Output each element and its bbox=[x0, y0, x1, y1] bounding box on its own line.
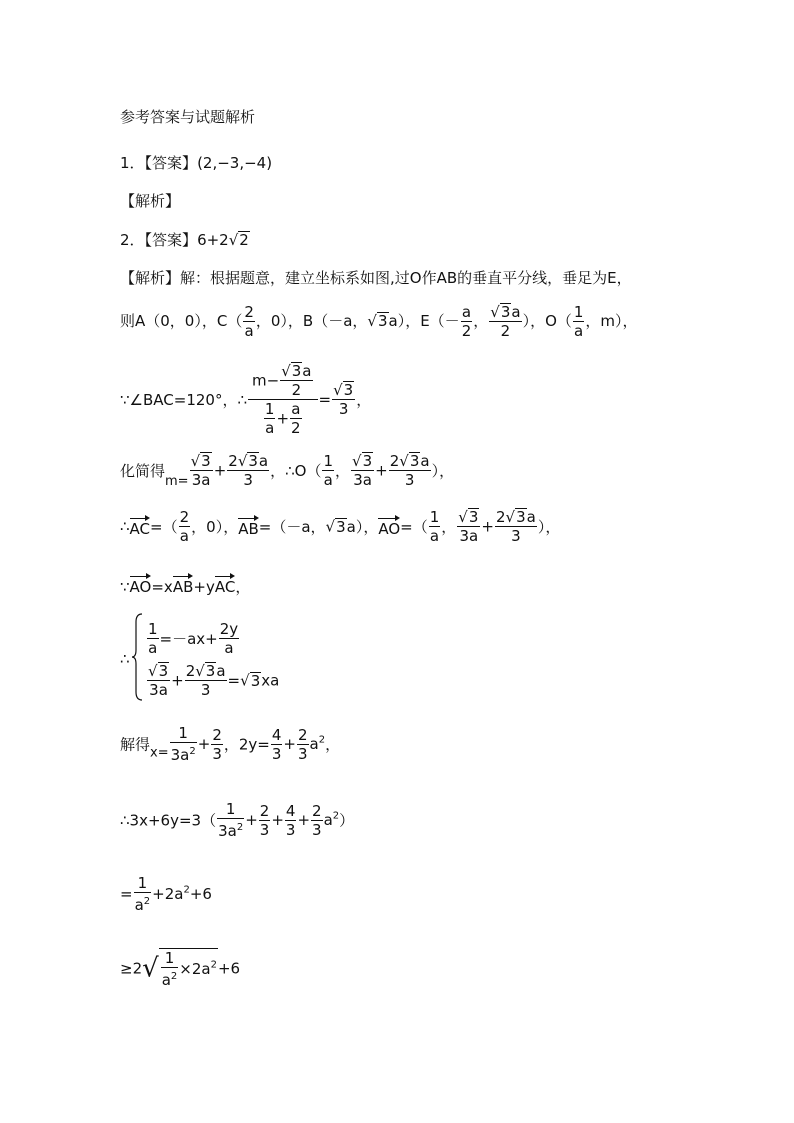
r1-mid: =－ax+ bbox=[159, 630, 218, 648]
ge-line bbox=[120, 948, 240, 989]
ab-rad: 3 bbox=[336, 518, 346, 536]
q2-answer-radicand: 2 bbox=[239, 231, 249, 249]
so-f2-num: √3 bbox=[352, 452, 373, 470]
sqrt-symbol: √ bbox=[228, 231, 239, 249]
q1-number: 1． bbox=[120, 154, 145, 172]
sv-f2-num: 2 bbox=[212, 725, 222, 744]
sm-f4-den: 3 bbox=[312, 820, 322, 839]
e2-radicand: 3 bbox=[500, 303, 511, 321]
sv-f4 bbox=[297, 726, 309, 763]
ab-tail: a）， bbox=[346, 518, 379, 536]
ao-f3-den: 3 bbox=[511, 527, 521, 545]
s-f2-num: 2√3a bbox=[228, 452, 269, 470]
sum-tail: ） bbox=[339, 811, 355, 830]
so-f1-den: a bbox=[323, 471, 333, 489]
eq-den bbox=[134, 893, 152, 914]
s-f2-den: 3 bbox=[243, 471, 253, 489]
comma: ， bbox=[441, 518, 457, 536]
q2-number: 2． bbox=[120, 231, 145, 249]
system-brace bbox=[132, 612, 144, 702]
so-f2 bbox=[351, 452, 374, 489]
so-f1-num: 1 bbox=[323, 452, 334, 470]
vector-ao: AO bbox=[130, 573, 152, 596]
ge-den-text: a bbox=[161, 971, 171, 989]
since-plus-y: +y bbox=[193, 578, 215, 596]
ge-times: ×2a bbox=[179, 960, 211, 978]
e1-fraction bbox=[461, 303, 473, 340]
b-radicand: 3 bbox=[377, 312, 388, 330]
s-f1-num: √3 bbox=[190, 452, 211, 470]
sqrt-symbol: √ bbox=[367, 312, 377, 330]
plus: + bbox=[213, 461, 227, 480]
ao-f1-den: a bbox=[429, 527, 440, 545]
r2a-num: √3 bbox=[148, 662, 169, 680]
exponent: 2 bbox=[318, 734, 326, 746]
c-den: a bbox=[244, 322, 254, 340]
o-tail: ，m）， bbox=[585, 312, 638, 330]
eq-tail: +2a bbox=[152, 885, 184, 903]
plus: + bbox=[481, 517, 494, 536]
rhs-den: 3 bbox=[338, 400, 349, 418]
so-f3-a: a bbox=[420, 452, 430, 470]
vector-ac: AC bbox=[130, 515, 150, 538]
comma: ， bbox=[473, 312, 489, 330]
q2-answer-line bbox=[120, 229, 250, 250]
ge-den bbox=[161, 968, 179, 989]
eq-den-text: a bbox=[134, 896, 144, 914]
so-f3-num: 2√3a bbox=[389, 452, 430, 470]
top-a: a bbox=[302, 362, 312, 380]
plus: + bbox=[271, 811, 284, 829]
plus: + bbox=[297, 811, 311, 829]
top-fraction bbox=[280, 362, 312, 399]
top-num: √3a bbox=[281, 362, 312, 380]
r1b-num: 2y bbox=[219, 620, 239, 638]
r1-den: a bbox=[148, 639, 158, 657]
e2-den: 2 bbox=[500, 322, 511, 340]
angle-prefix: ∵∠BAC=120°，∴ bbox=[120, 391, 247, 409]
sm-f2-num: 2 bbox=[259, 801, 270, 820]
ge-fraction bbox=[161, 949, 179, 989]
e1-num: a bbox=[461, 303, 472, 321]
r2-rad: 3 bbox=[250, 672, 261, 690]
sm-f4 bbox=[311, 802, 323, 839]
so-f3-coef: 2 bbox=[389, 452, 400, 470]
exponent: 2 bbox=[236, 822, 244, 833]
c-tail: ，0），B（－a， bbox=[255, 312, 368, 330]
bot2-num: a bbox=[291, 400, 301, 418]
plus: + bbox=[375, 461, 388, 480]
ac-den: a bbox=[179, 527, 189, 545]
plus: + bbox=[245, 811, 258, 829]
e1-den: 2 bbox=[461, 322, 472, 340]
o-den: a bbox=[574, 322, 584, 340]
sv-f1-den-text: 3a bbox=[170, 746, 190, 764]
angle-line bbox=[120, 362, 371, 437]
s-f2-rad: 3 bbox=[248, 452, 258, 470]
ao-f2-den: 3a bbox=[459, 527, 479, 545]
r2a-fraction bbox=[147, 662, 170, 699]
vector-ac: AC bbox=[215, 573, 235, 596]
system-therefore: ∴ bbox=[120, 650, 130, 668]
r2b-den: 3 bbox=[200, 681, 211, 699]
plus: + bbox=[283, 735, 296, 753]
vector-ao: AO bbox=[378, 515, 400, 538]
plus: + bbox=[197, 735, 211, 753]
sum-line bbox=[120, 800, 354, 840]
vectors-line bbox=[120, 508, 560, 545]
eq-num: 1 bbox=[134, 874, 152, 893]
r2b-rad: 3 bbox=[205, 662, 216, 680]
c-num: 2 bbox=[244, 303, 254, 321]
sv-f1-den bbox=[170, 743, 197, 764]
sv-f4-den: 3 bbox=[297, 744, 308, 763]
r1-fraction bbox=[147, 620, 159, 657]
s-f1-den: 3a bbox=[191, 471, 211, 489]
s-f1-rad: 3 bbox=[201, 452, 211, 470]
ao-f2 bbox=[457, 508, 480, 545]
since-line bbox=[120, 573, 250, 597]
so-f2-den: 3a bbox=[353, 471, 372, 489]
ao-f1-num: 1 bbox=[429, 508, 440, 526]
solve-tail: ， bbox=[325, 735, 341, 754]
simplify-mid: ，∴O（ bbox=[270, 462, 322, 480]
sm-f1-den-text: 3a bbox=[218, 822, 237, 840]
equals: = bbox=[318, 390, 332, 409]
sqrt-symbol: √ bbox=[240, 671, 250, 690]
so-f3 bbox=[389, 452, 431, 489]
r2b-coef: 2 bbox=[185, 662, 196, 680]
eq-end: +6 bbox=[189, 885, 212, 903]
ao-f2-num: √3 bbox=[458, 508, 479, 526]
sm-f1 bbox=[217, 800, 244, 840]
r1b-fraction bbox=[219, 620, 239, 657]
rhs-radicand: 3 bbox=[343, 381, 354, 399]
sum-a: a bbox=[323, 811, 333, 829]
ab-eq: =（－a， bbox=[258, 518, 326, 536]
page-title: 参考答案与试题解析 bbox=[120, 108, 256, 126]
r2-tail: xa bbox=[261, 671, 280, 690]
exponent: 2 bbox=[189, 746, 196, 757]
sv-f1 bbox=[170, 724, 197, 764]
b-tail: a），E（－ bbox=[388, 312, 460, 330]
top-den: 2 bbox=[291, 381, 302, 399]
r2b-num: 2√3a bbox=[185, 662, 226, 680]
ao-eq: =（ bbox=[400, 518, 428, 536]
e2-num: √3a bbox=[490, 303, 521, 321]
bot2-fraction bbox=[290, 400, 302, 437]
comma: ， bbox=[335, 462, 351, 480]
ao-f3-num: 2√3a bbox=[495, 508, 536, 526]
x-eq: x= bbox=[150, 745, 169, 761]
so-f3-rad: 3 bbox=[409, 452, 420, 470]
bot1-fraction bbox=[264, 400, 276, 437]
sv-f3 bbox=[271, 726, 283, 763]
exponent: 2 bbox=[143, 896, 151, 907]
big-fraction bbox=[248, 362, 318, 437]
ao-f3-a: a bbox=[526, 508, 536, 526]
ac-num: 2 bbox=[179, 508, 190, 526]
ac-tail: ，0）， bbox=[191, 518, 239, 536]
ao-f1 bbox=[429, 508, 441, 545]
ao-tail: ）， bbox=[537, 518, 561, 536]
ge-prefix: ≥2 bbox=[120, 959, 143, 978]
ge-num: 1 bbox=[161, 949, 179, 968]
e2-fraction bbox=[489, 303, 521, 340]
top-radicand: 3 bbox=[291, 362, 302, 380]
sv-f2 bbox=[211, 726, 223, 763]
sv-f3-den: 3 bbox=[271, 744, 282, 763]
s-f2-a: a bbox=[258, 452, 269, 470]
so-f2-rad: 3 bbox=[362, 452, 373, 470]
solve-line bbox=[120, 724, 340, 764]
q2-explain-line: 【解析】解：根据题意，建立坐标系如图,过O作AB的垂直平分线，垂足为E， bbox=[120, 269, 632, 287]
so-f3-den: 3 bbox=[404, 471, 415, 489]
q1-answer: (2,−3,−4) bbox=[197, 154, 273, 172]
simplify-prefix: 化简得 bbox=[120, 462, 166, 480]
r2b-a: a bbox=[216, 662, 226, 680]
vector-ab: AB bbox=[238, 515, 259, 538]
sm-f2-den: 3 bbox=[259, 820, 270, 839]
o-fraction bbox=[573, 303, 585, 340]
ge-end: +6 bbox=[217, 959, 241, 978]
e2-a: a bbox=[511, 303, 521, 321]
ao-f3-rad: 3 bbox=[516, 508, 526, 526]
exponent: 2 bbox=[332, 810, 340, 822]
s-f1 bbox=[190, 452, 213, 489]
big-den bbox=[248, 400, 318, 437]
bot1-den: a bbox=[265, 419, 275, 437]
sv-f4-num: 2 bbox=[297, 725, 308, 744]
s-f2-coef: 2 bbox=[228, 452, 238, 470]
bot2-den: 2 bbox=[291, 419, 301, 437]
ac-fraction bbox=[179, 508, 191, 545]
simplify-line bbox=[120, 452, 454, 489]
r1b-den: a bbox=[224, 639, 234, 657]
exponent: 2 bbox=[210, 959, 217, 971]
s-f2 bbox=[227, 452, 269, 489]
solve-mid: ，2y= bbox=[223, 735, 270, 754]
r2a-rad: 3 bbox=[158, 662, 169, 680]
so-f1 bbox=[322, 452, 334, 489]
simplify-tail: ）， bbox=[431, 462, 455, 480]
ao-f3-coef: 2 bbox=[495, 508, 506, 526]
ao-f3 bbox=[495, 508, 537, 545]
rhs-num: √3 bbox=[333, 381, 354, 399]
q1-answer-line bbox=[120, 152, 272, 173]
bot1-num: 1 bbox=[264, 400, 275, 418]
sv-f1-num: 1 bbox=[170, 724, 197, 743]
points-line bbox=[120, 303, 638, 340]
rhs-fraction bbox=[332, 381, 355, 418]
top-m: m− bbox=[252, 371, 280, 390]
sm-f4-num: 2 bbox=[312, 801, 322, 820]
q2-answer-tag: 【答案】 bbox=[144, 231, 198, 249]
plus: + bbox=[171, 671, 184, 690]
ac-eq: =（ bbox=[150, 518, 178, 536]
q1-explain-tag: 【解析】 bbox=[120, 192, 181, 210]
r1-num: 1 bbox=[148, 620, 158, 638]
system-row-2 bbox=[146, 662, 279, 699]
angle-tail: ， bbox=[356, 391, 372, 409]
eq-fraction bbox=[134, 874, 152, 914]
sm-f3-num: 4 bbox=[285, 801, 296, 820]
because: ∵ bbox=[120, 578, 130, 596]
equals: = bbox=[120, 885, 133, 903]
sm-f3 bbox=[285, 802, 297, 839]
solve-prefix: 解得 bbox=[120, 735, 151, 754]
sqrt-symbol: √ bbox=[142, 953, 159, 984]
exponent: 2 bbox=[183, 884, 190, 896]
ao-f2-rad: 3 bbox=[468, 508, 479, 526]
sm-f1-num: 1 bbox=[217, 800, 244, 819]
r2-eq: = bbox=[227, 671, 241, 690]
c-fraction bbox=[243, 303, 255, 340]
equals-line bbox=[120, 874, 212, 914]
points-prefix: 则A（0，0），C（ bbox=[120, 312, 243, 330]
sv-f3-num: 4 bbox=[271, 725, 282, 744]
since-eq: =x bbox=[151, 578, 173, 596]
sum-prefix: ∴3x+6y=3（ bbox=[120, 811, 217, 830]
solve-a: a bbox=[309, 735, 319, 753]
r2a-den: 3a bbox=[149, 681, 168, 699]
m-eq: m= bbox=[165, 474, 189, 489]
q2-answer-prefix: 6+2 bbox=[197, 231, 229, 249]
q1-answer-tag: 【答案】 bbox=[144, 154, 198, 172]
exponent: 2 bbox=[170, 971, 178, 982]
sm-f2 bbox=[259, 802, 271, 839]
vector-ab: AB bbox=[173, 573, 194, 596]
e-tail: ），O（ bbox=[522, 312, 572, 330]
sm-f1-den bbox=[217, 819, 244, 840]
sm-f3-den: 3 bbox=[285, 820, 296, 839]
r2b-fraction bbox=[185, 662, 227, 699]
ge-radicand bbox=[159, 948, 218, 989]
big-num bbox=[248, 362, 318, 400]
therefore: ∴ bbox=[120, 517, 130, 536]
sqrt-symbol: √ bbox=[325, 517, 336, 536]
since-tail: ， bbox=[235, 578, 251, 596]
o-num: 1 bbox=[573, 303, 584, 321]
plus: + bbox=[276, 409, 290, 428]
sv-f2-den: 3 bbox=[212, 744, 222, 763]
system-row-1 bbox=[146, 620, 240, 657]
